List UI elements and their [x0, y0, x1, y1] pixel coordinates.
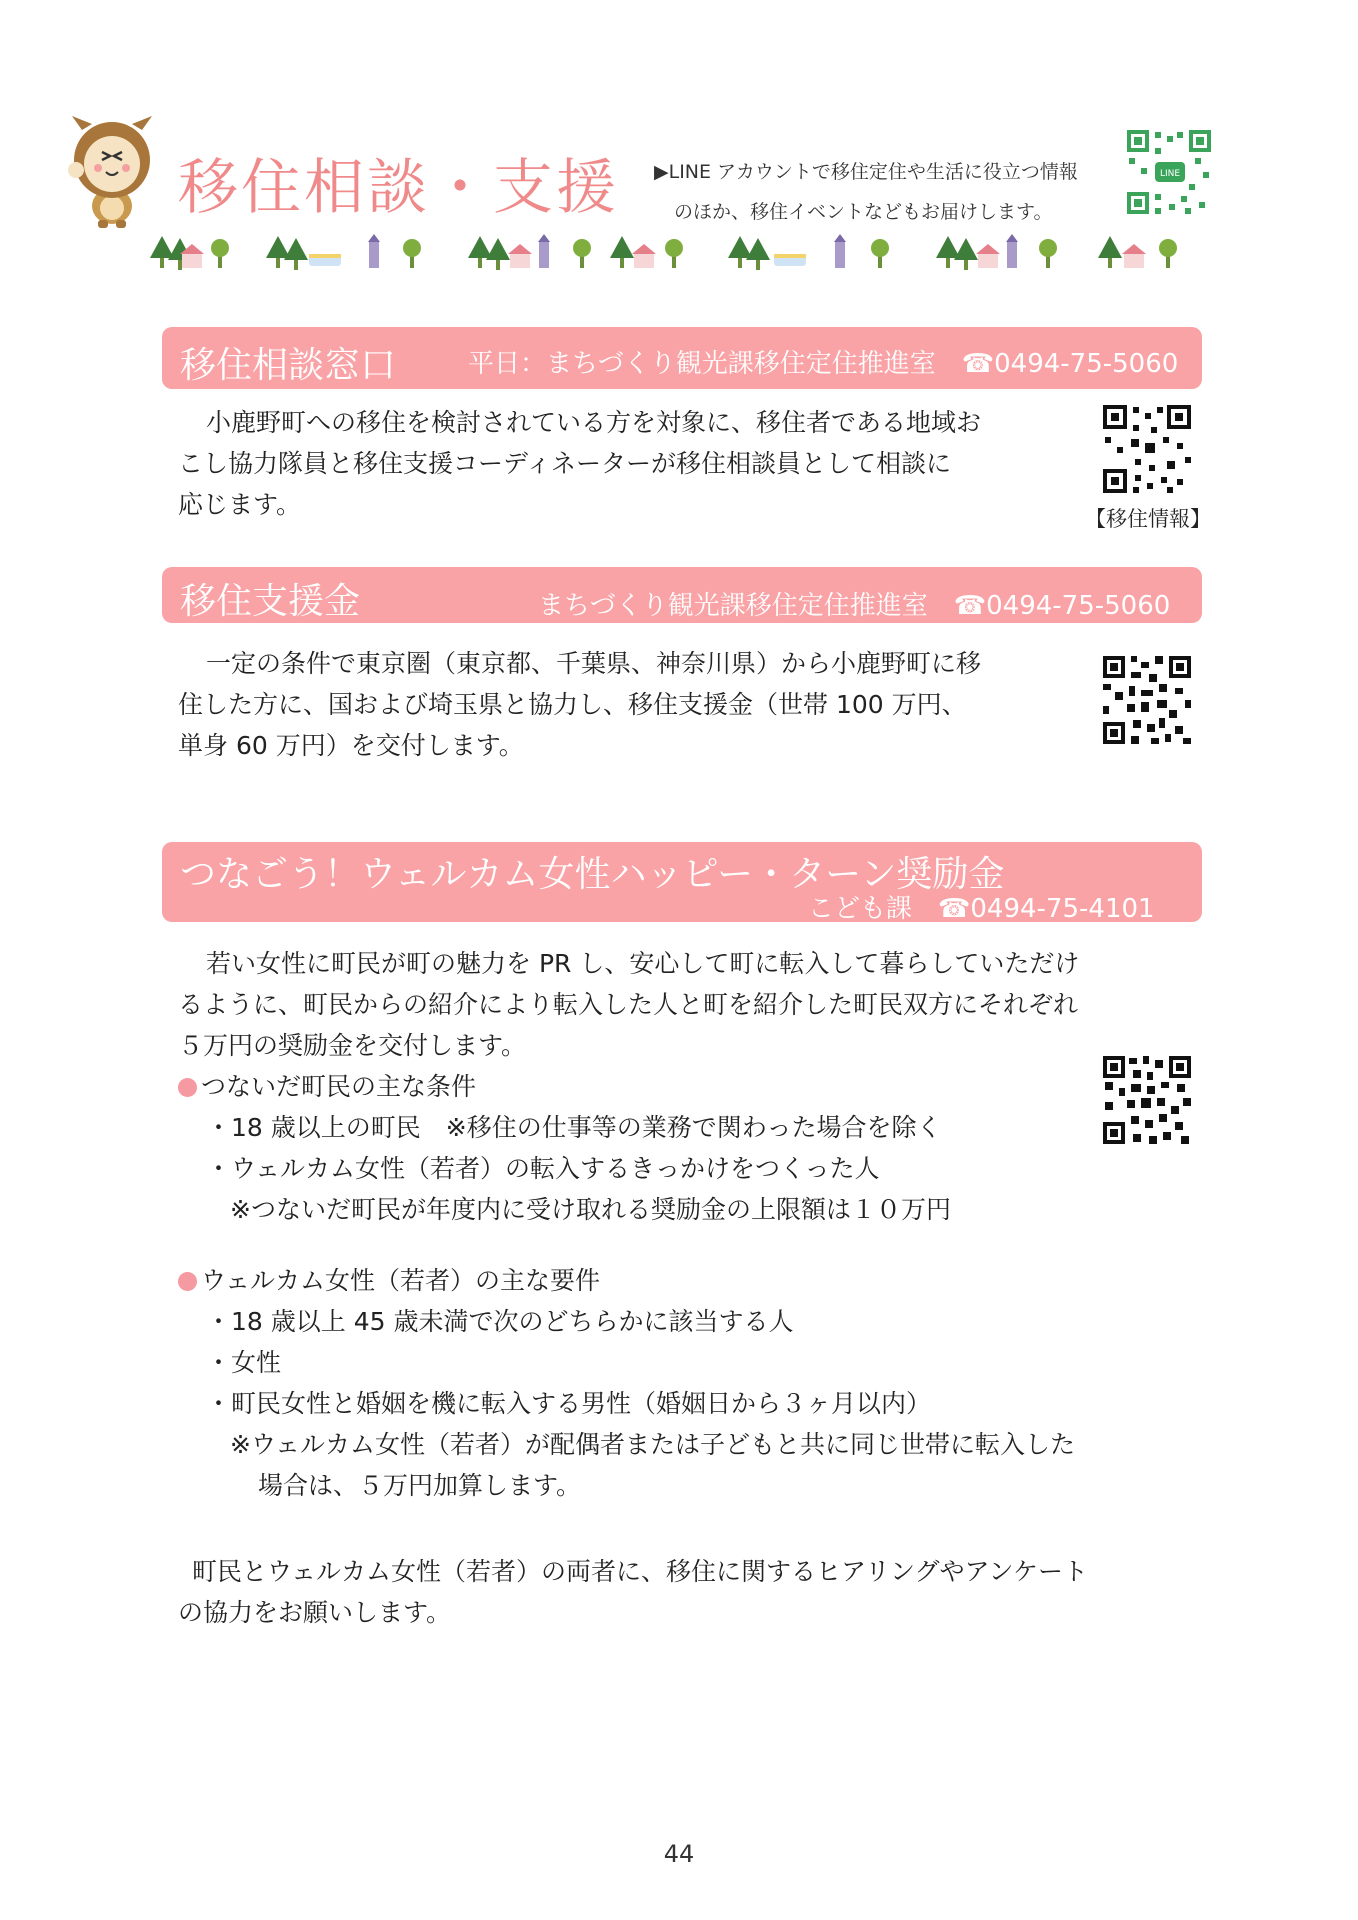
qr-code-icon[interactable]	[1101, 403, 1193, 495]
line-note-line2: のほか、移住イベントなどもお届けします。	[674, 201, 1053, 223]
section-title-welcome: つなごう！ウェルカム女性ハッピー・ターン奨励金	[180, 854, 1005, 895]
list-item: ・18 歳以上 45 歳未満で次のどちらかに該当する人	[206, 1307, 794, 1336]
line-account-note	[654, 152, 1078, 232]
list-item: ・女性	[206, 1348, 282, 1377]
mascot-illustration	[62, 108, 162, 230]
qr-label-iju-info: 【移住情報】	[1085, 507, 1211, 531]
bullet-dot-icon	[178, 1272, 197, 1291]
section-bar-consult	[162, 327, 1202, 389]
grant-line: 住した方に、国および埼玉県と協力し、移住支援金（世帯 100 万円、	[178, 690, 967, 719]
line-note-line1: ▶LINE アカウントで移住定住や生活に役立つ情報	[654, 161, 1078, 183]
consult-body	[178, 402, 981, 525]
consult-line: 小鹿野町への移住を検討されている方を対象に、移住者である地域お	[206, 408, 982, 437]
page-number: 44	[663, 1840, 695, 1868]
section-contact-grant: まちづくり観光課移住定住推進室 ☎0494-75-5060	[538, 591, 1171, 621]
welcome-line: 若い女性に町民が町の魅力を PR し、安心して町に転入して暮らしていただけ	[206, 949, 1080, 978]
list-item: ※ウェルカム女性（若者）が配偶者または子どもと共に同じ世帯に転入した	[230, 1430, 1075, 1459]
cond2-heading	[178, 1260, 600, 1301]
page-title: 移住相談・支援	[178, 153, 619, 223]
consult-line: 応じます。	[178, 490, 302, 519]
line-badge-text: LINE	[1159, 169, 1181, 179]
welcome-body	[178, 943, 1079, 1066]
section-title-grant: 移住支援金	[180, 581, 361, 622]
closing-line: の協力をお願いします。	[178, 1598, 452, 1627]
cond2-list	[206, 1301, 1075, 1506]
list-item: ・町民女性と婚姻を機に転入する男性（婚姻日から３ヶ月以内）	[206, 1389, 932, 1418]
section-title-consult: 移住相談窓口	[180, 345, 397, 386]
section-contact-consult: 平日：まちづくり観光課移住定住推進室 ☎0494-75-5060	[468, 349, 1179, 379]
cond1-heading	[178, 1066, 476, 1107]
consult-line: こし協力隊員と移住支援コーディネーターが移住相談員として相談に	[178, 449, 952, 478]
cond2-heading-text: ウェルカム女性（若者）の主な要件	[201, 1266, 601, 1295]
cond1-heading-text: つないだ町民の主な条件	[201, 1072, 477, 1101]
list-item: 場合は、５万円加算します。	[258, 1471, 582, 1500]
list-item: ・ウェルカム女性（若者）の転入するきっかけをつくった人	[206, 1154, 880, 1183]
list-item: ※つないだ町民が年度内に受け取れる奨励金の上限額は１０万円	[230, 1195, 951, 1224]
section-bar-welcome	[162, 842, 1202, 922]
grant-line: 一定の条件で東京圏（東京都、千葉県、神奈川県）から小鹿野町に移	[206, 649, 982, 678]
qr-code-icon[interactable]	[1101, 1054, 1193, 1146]
closing-line: 町民とウェルカム女性（若者）の両者に、移住に関するヒアリングやアンケート	[192, 1557, 1089, 1586]
section-contact-welcome: こども課 ☎0494-75-4101	[808, 894, 1155, 924]
welcome-line: ５万円の奨励金を交付します。	[178, 1031, 527, 1060]
welcome-line: るように、町民からの紹介により転入した人と町を紹介した町民双方にそれぞれ	[178, 990, 1079, 1019]
list-item: ・18 歳以上の町民 ※移住の仕事等の業務で関わった場合を除く	[206, 1113, 942, 1142]
grant-line: 単身 60 万円）を交付します。	[178, 731, 524, 760]
line-qr-code-icon[interactable]	[1125, 128, 1213, 216]
cond1-list	[206, 1107, 951, 1230]
scenery-decoration	[150, 228, 1190, 272]
section-bar-grant	[162, 567, 1202, 623]
qr-code-icon[interactable]	[1101, 654, 1193, 746]
bullet-dot-icon	[178, 1078, 197, 1097]
grant-body	[178, 643, 981, 766]
closing-note	[178, 1551, 1088, 1633]
